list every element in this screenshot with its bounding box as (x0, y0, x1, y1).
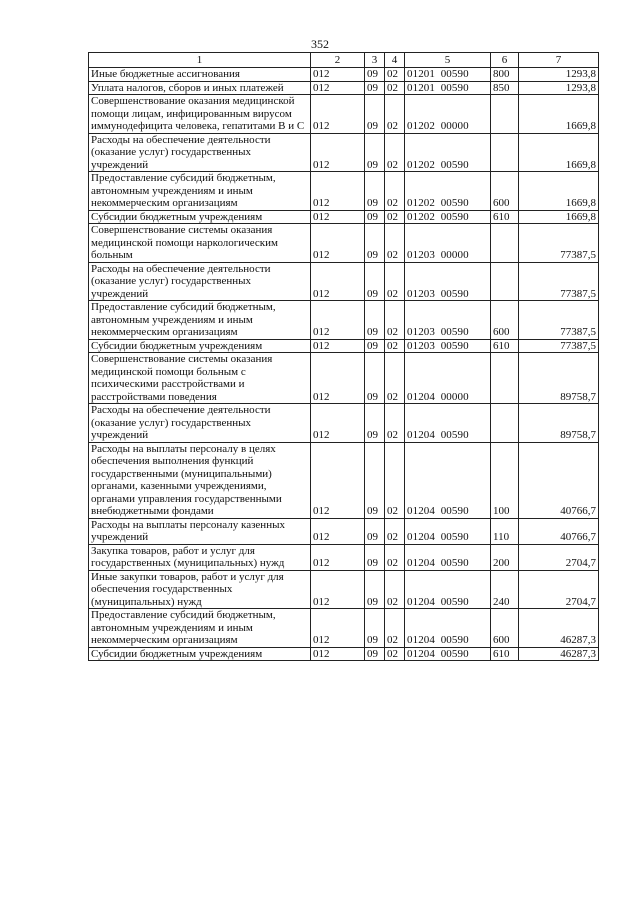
table-row (89, 95, 599, 134)
row-subsection: 02 (385, 172, 405, 211)
row-target-article: 01204 00590 (405, 570, 491, 609)
table-row (89, 647, 599, 661)
header-cell-5: 5 (405, 53, 491, 68)
page-number: 352 (311, 37, 329, 51)
row-admin-code: 012 (311, 133, 365, 172)
row-expense-type (491, 262, 519, 301)
row-section: 09 (365, 518, 385, 544)
table-row (89, 210, 599, 224)
row-name: Совершенствование системы оказания медицинской помощи больным с психическими расстройствами и расстройствами поведения (89, 353, 311, 404)
row-subsection: 02 (385, 224, 405, 263)
row-admin-code: 012 (311, 68, 365, 82)
row-amount: 46287,3 (519, 647, 599, 661)
row-admin-code: 012 (311, 339, 365, 353)
row-subsection: 02 (385, 133, 405, 172)
row-target-article: 01204 00590 (405, 404, 491, 443)
row-section: 09 (365, 353, 385, 404)
row-section: 09 (365, 544, 385, 570)
row-target-article: 01204 00590 (405, 518, 491, 544)
row-amount: 1669,8 (519, 95, 599, 134)
row-name: Расходы на выплаты персоналу казенных учреждений (89, 518, 311, 544)
row-target-article: 01203 00590 (405, 301, 491, 340)
row-target-article: 01202 00000 (405, 95, 491, 134)
row-target-article: 01204 00590 (405, 647, 491, 661)
row-amount: 1293,8 (519, 81, 599, 95)
row-name: Закупка товаров, работ и услуг для государственных (муниципальных) нужд (89, 544, 311, 570)
row-amount: 77387,5 (519, 339, 599, 353)
row-amount: 89758,7 (519, 353, 599, 404)
row-admin-code: 012 (311, 301, 365, 340)
row-expense-type: 240 (491, 570, 519, 609)
row-subsection: 02 (385, 518, 405, 544)
header-cell-6: 6 (491, 53, 519, 68)
row-target-article: 01204 00590 (405, 442, 491, 518)
row-expense-type: 610 (491, 210, 519, 224)
row-section: 09 (365, 609, 385, 648)
row-expense-type (491, 353, 519, 404)
row-section: 09 (365, 570, 385, 609)
row-expense-type (491, 95, 519, 134)
row-expense-type: 600 (491, 172, 519, 211)
row-name: Предоставление субсидий бюджетным, автономным учреждениям и иным некоммерческим организациям (89, 609, 311, 648)
header-cell-1: 1 (89, 53, 311, 68)
row-expense-type: 610 (491, 647, 519, 661)
row-admin-code: 012 (311, 353, 365, 404)
row-expense-type (491, 404, 519, 443)
row-name: Расходы на обеспечение деятельности (оказание услуг) государственных учреждений (89, 262, 311, 301)
row-subsection: 02 (385, 81, 405, 95)
row-subsection: 02 (385, 68, 405, 82)
row-name: Предоставление субсидий бюджетным, автономным учреждениям и иным некоммерческим организациям (89, 301, 311, 340)
row-amount: 2704,7 (519, 544, 599, 570)
table-row (89, 172, 599, 211)
row-admin-code: 012 (311, 224, 365, 263)
row-expense-type: 200 (491, 544, 519, 570)
table-row (89, 68, 599, 82)
row-section: 09 (365, 339, 385, 353)
row-target-article: 01202 00590 (405, 172, 491, 211)
table-row (89, 81, 599, 95)
row-section: 09 (365, 68, 385, 82)
row-name: Уплата налогов, сборов и иных платежей (89, 81, 311, 95)
row-subsection: 02 (385, 95, 405, 134)
row-admin-code: 012 (311, 609, 365, 648)
row-section: 09 (365, 262, 385, 301)
row-name: Расходы на обеспечение деятельности (оказание услуг) государственных учреждений (89, 133, 311, 172)
row-expense-type: 600 (491, 609, 519, 648)
row-expense-type: 600 (491, 301, 519, 340)
header-cell-4: 4 (385, 53, 405, 68)
row-amount: 40766,7 (519, 442, 599, 518)
row-target-article: 01203 00590 (405, 339, 491, 353)
row-section: 09 (365, 404, 385, 443)
table-row (89, 518, 599, 544)
row-admin-code: 012 (311, 544, 365, 570)
row-subsection: 02 (385, 570, 405, 609)
row-admin-code: 012 (311, 647, 365, 661)
row-name: Субсидии бюджетным учреждениям (89, 647, 311, 661)
row-amount: 2704,7 (519, 570, 599, 609)
row-admin-code: 012 (311, 81, 365, 95)
row-target-article: 01204 00590 (405, 609, 491, 648)
row-target-article: 01201 00590 (405, 68, 491, 82)
row-amount: 89758,7 (519, 404, 599, 443)
row-expense-type (491, 133, 519, 172)
row-section: 09 (365, 224, 385, 263)
header-cell-2: 2 (311, 53, 365, 68)
row-subsection: 02 (385, 262, 405, 301)
row-section: 09 (365, 442, 385, 518)
row-amount: 77387,5 (519, 301, 599, 340)
row-expense-type: 800 (491, 68, 519, 82)
table-row (89, 224, 599, 263)
row-expense-type: 610 (491, 339, 519, 353)
row-amount: 77387,5 (519, 224, 599, 263)
row-subsection: 02 (385, 442, 405, 518)
row-name: Расходы на обеспечение деятельности (оказание услуг) государственных учреждений (89, 404, 311, 443)
row-amount: 1293,8 (519, 68, 599, 82)
row-amount: 40766,7 (519, 518, 599, 544)
row-subsection: 02 (385, 609, 405, 648)
table-row (89, 262, 599, 301)
row-name: Иные бюджетные ассигнования (89, 68, 311, 82)
header-cell-7: 7 (519, 53, 599, 68)
row-amount: 1669,8 (519, 133, 599, 172)
row-section: 09 (365, 301, 385, 340)
row-name: Субсидии бюджетным учреждениям (89, 339, 311, 353)
row-target-article: 01204 00590 (405, 544, 491, 570)
table-row (89, 570, 599, 609)
table-row (89, 339, 599, 353)
row-amount: 1669,8 (519, 210, 599, 224)
table-row (89, 301, 599, 340)
row-subsection: 02 (385, 339, 405, 353)
row-subsection: 02 (385, 647, 405, 661)
table-row (89, 609, 599, 648)
row-admin-code: 012 (311, 442, 365, 518)
row-target-article: 01202 00590 (405, 133, 491, 172)
row-section: 09 (365, 95, 385, 134)
row-expense-type: 110 (491, 518, 519, 544)
table-row (89, 442, 599, 518)
row-subsection: 02 (385, 210, 405, 224)
row-name: Предоставление субсидий бюджетным, автономным учреждениям и иным некоммерческим организациям (89, 172, 311, 211)
row-name: Иные закупки товаров, работ и услуг для обеспечения государственных (муниципальных) нужд (89, 570, 311, 609)
table-row (89, 133, 599, 172)
row-admin-code: 012 (311, 210, 365, 224)
row-name: Расходы на выплаты персоналу в целях обеспечения выполнения функций государственными (муниципальными) органами, казенными учреждениями, органами управления государственными внебюджетными фондами (89, 442, 311, 518)
header-row (89, 53, 599, 68)
row-admin-code: 012 (311, 570, 365, 609)
row-name: Субсидии бюджетным учреждениям (89, 210, 311, 224)
budget-table (88, 52, 599, 661)
row-section: 09 (365, 172, 385, 211)
row-expense-type: 850 (491, 81, 519, 95)
row-target-article: 01202 00590 (405, 210, 491, 224)
header-cell-3: 3 (365, 53, 385, 68)
row-section: 09 (365, 133, 385, 172)
row-subsection: 02 (385, 404, 405, 443)
row-subsection: 02 (385, 544, 405, 570)
row-target-article: 01203 00590 (405, 262, 491, 301)
row-subsection: 02 (385, 301, 405, 340)
row-section: 09 (365, 81, 385, 95)
row-target-article: 01201 00590 (405, 81, 491, 95)
table-row (89, 544, 599, 570)
row-amount: 1669,8 (519, 172, 599, 211)
row-amount: 77387,5 (519, 262, 599, 301)
row-name: Совершенствование оказания медицинской помощи лицам, инфицированным вирусом иммунодефицита человека, гепатитами В и С (89, 95, 311, 134)
row-admin-code: 012 (311, 404, 365, 443)
row-target-article: 01203 00000 (405, 224, 491, 263)
row-admin-code: 012 (311, 95, 365, 134)
table-row (89, 353, 599, 404)
row-name: Совершенствование системы оказания медицинской помощи наркологическим больным (89, 224, 311, 263)
row-admin-code: 012 (311, 518, 365, 544)
table-row (89, 404, 599, 443)
row-target-article: 01204 00000 (405, 353, 491, 404)
row-amount: 46287,3 (519, 609, 599, 648)
row-admin-code: 012 (311, 262, 365, 301)
row-subsection: 02 (385, 353, 405, 404)
row-expense-type (491, 224, 519, 263)
row-admin-code: 012 (311, 172, 365, 211)
row-expense-type: 100 (491, 442, 519, 518)
row-section: 09 (365, 647, 385, 661)
row-section: 09 (365, 210, 385, 224)
